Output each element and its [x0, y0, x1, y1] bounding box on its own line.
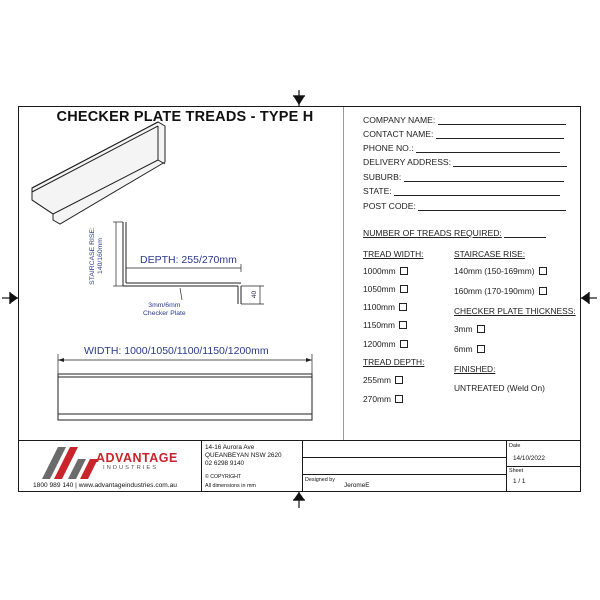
advantage-logo-mark: [40, 443, 102, 481]
drawing-title: CHECKER PLATE TREADS - TYPE H: [56, 109, 314, 125]
company-name-label: COMPANY NAME:: [363, 115, 436, 125]
dimensions-note: All dimensions in mm: [205, 483, 256, 489]
checkbox[interactable]: [400, 285, 409, 294]
brand-sub: INDUSTRIES: [103, 465, 159, 471]
staircase-rise-option[interactable]: [454, 286, 547, 296]
option-label: 160mm (170-190mm): [454, 286, 535, 296]
finished-heading: FINISHED:: [454, 364, 496, 374]
option-label: 140mm (150-169mm): [454, 266, 535, 276]
plate-label-line-2: Checker Plate: [143, 310, 186, 317]
suburb-label: SUBURB:: [363, 172, 402, 182]
title-block-divider: [302, 441, 303, 491]
company-name-input[interactable]: [438, 116, 566, 125]
field-suburb[interactable]: [363, 172, 564, 182]
post-code-label: POST CODE:: [363, 201, 416, 211]
rise-label: [89, 226, 149, 286]
checkbox[interactable]: [399, 321, 408, 330]
contact-line: 1800 989 140 | www.advantageindustries.com.au: [33, 482, 177, 489]
date-label: Date: [509, 443, 521, 449]
width-label: WIDTH: 1000/1050/1100/1150/1200mm: [84, 345, 269, 357]
lip-label: 40: [251, 290, 259, 299]
address-line-2: QUEANBEYAN NSW 2620: [205, 452, 282, 459]
brand-name: ADVANTAGE: [96, 451, 178, 465]
tread-width-option[interactable]: [363, 339, 408, 349]
field-phone[interactable]: [363, 143, 560, 153]
top-marker-arrow: [294, 96, 304, 104]
state-label: STATE:: [363, 186, 392, 196]
plate-label-line-1: 3mm/6mm: [148, 302, 181, 309]
state-input[interactable]: [394, 187, 560, 196]
number-required-label: NUMBER OF TREADS REQUIRED:: [363, 228, 502, 238]
field-contact-name[interactable]: [363, 129, 564, 139]
contact-name-input[interactable]: [436, 130, 564, 139]
checkbox[interactable]: [539, 267, 548, 276]
title-block-divider: [201, 441, 202, 491]
field-delivery-address[interactable]: [363, 157, 567, 167]
title-block-divider: [303, 474, 506, 475]
tread-width-option[interactable]: [363, 302, 407, 312]
tread-depth-option[interactable]: [363, 375, 403, 385]
designed-by-label: Designed by: [305, 477, 335, 483]
tread-width-option[interactable]: [363, 284, 408, 294]
sheet-value: 1 / 1: [513, 478, 526, 485]
option-label: 1150mm: [363, 320, 395, 330]
checkbox[interactable]: [400, 267, 409, 276]
field-state[interactable]: [363, 186, 560, 196]
tread-width-heading: TREAD WIDTH:: [363, 249, 424, 259]
plate-thickness-option[interactable]: [454, 324, 485, 334]
copyright-text: © COPYRIGHT: [205, 474, 242, 480]
plate-thickness-option[interactable]: [454, 344, 485, 354]
checkbox[interactable]: [477, 345, 486, 354]
delivery-address-label: DELIVERY ADDRESS:: [363, 157, 452, 167]
title-block-divider: [303, 457, 506, 458]
checkbox[interactable]: [395, 395, 404, 404]
bottom-marker-arrow: [294, 493, 304, 500]
option-label: 3mm: [454, 324, 473, 334]
field-company-name[interactable]: [363, 115, 566, 125]
phone-input[interactable]: [416, 144, 560, 153]
checkbox[interactable]: [477, 325, 486, 334]
option-label: 1200mm: [363, 339, 396, 349]
checkbox[interactable]: [539, 287, 548, 296]
rise-label-line-1: STAIRCASE RISE:: [89, 227, 96, 285]
option-label: 1050mm: [363, 284, 396, 294]
number-required-input[interactable]: [504, 229, 546, 238]
checkbox[interactable]: [399, 303, 408, 312]
width-elevation-drawing: [50, 350, 320, 430]
staircase-rise-heading: STAIRCASE RISE:: [454, 249, 526, 259]
option-label: 6mm: [454, 344, 473, 354]
right-marker-arrow: [582, 293, 589, 303]
plate-thickness-heading: CHECKER PLATE THICKNESS:: [454, 306, 576, 316]
date-value: 14/10/2022: [513, 455, 545, 462]
plate-label: [143, 302, 186, 318]
field-number-required[interactable]: [363, 228, 546, 238]
suburb-input[interactable]: [404, 173, 564, 182]
staircase-rise-option[interactable]: [454, 266, 547, 276]
tread-depth-heading: TREAD DEPTH:: [363, 357, 425, 367]
address-line-1: 14-16 Aurora Ave: [205, 444, 255, 451]
depth-label: DEPTH: 255/270mm: [140, 254, 237, 266]
finished-value: UNTREATED (Weld On): [454, 383, 545, 393]
designed-by-value: JeromeE: [344, 482, 370, 489]
contact-name-label: CONTACT NAME:: [363, 129, 434, 139]
tread-depth-option[interactable]: [363, 394, 403, 404]
left-marker-arrow: [10, 293, 17, 303]
field-post-code[interactable]: [363, 201, 566, 211]
sheet-label: Sheet: [509, 468, 524, 474]
tread-width-option[interactable]: [363, 266, 408, 276]
checkbox[interactable]: [395, 376, 404, 385]
post-code-input[interactable]: [418, 202, 566, 211]
checkbox[interactable]: [400, 340, 409, 349]
rise-label-line-2: 140/160mm: [97, 238, 104, 274]
option-label: 255mm: [363, 375, 391, 385]
option-label: 1000mm: [363, 266, 396, 276]
tread-width-option[interactable]: [363, 320, 407, 330]
option-label: 270mm: [363, 394, 391, 404]
plate-leader: [180, 288, 182, 300]
option-label: 1100mm: [363, 302, 395, 312]
phone-number: 02 6298 9140: [205, 460, 245, 467]
delivery-address-input[interactable]: [453, 158, 567, 167]
phone-label: PHONE NO.:: [363, 143, 414, 153]
